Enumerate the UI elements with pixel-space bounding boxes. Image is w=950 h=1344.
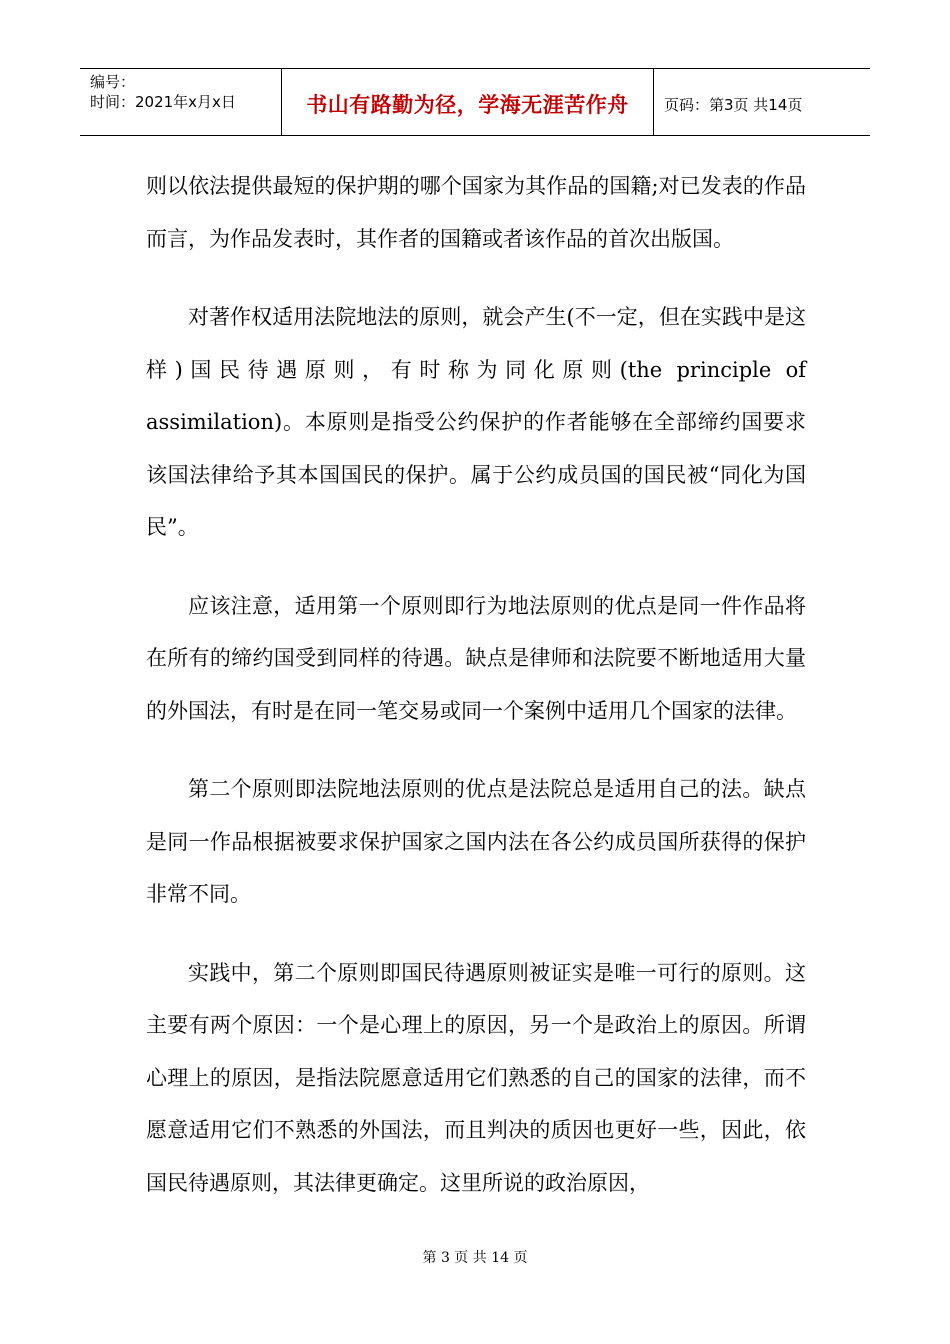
document-number-label: 编号： [90,73,136,91]
document-date-label: 时间：2021年x月x日 [90,93,236,111]
header-meta-cell [80,69,282,135]
header-page-cell [654,69,870,135]
paragraph: 则以依法提供最短的保护期的哪个国家为其作品的国籍;对已发表的作品而言，为作品发表时，其作者的国籍或者该作品的首次出版国。 [146,174,806,251]
document-body [146,160,806,1209]
paragraph: 应该注意，适用第一个原则即行为地法原则的优点是同一件作品将在所有的缔约国受到同样的待遇。缺点是律师和法院要不断地适用大量的外国法，有时是在同一笔交易或同一个案例中适用几个国家的法律。 [146,593,806,723]
paragraph: 实践中，第二个原则即国民待遇原则被证实是唯一可行的原则。这主要有两个原因：一个是心理上的原因，另一个是政治上的原因。所谓心理上的原因，是指法院愿意适用它们熟悉的自己的国家的法律，而不愿意适用它们不熟悉的外国法，而且判决的质因也更好一些，因此，依国民待遇原则，其法律更确定。这里所说的政治原因， [146,960,806,1195]
header-motto-cell [282,69,654,135]
page-footer: 第 3 页 共 14 页 [422,1250,528,1266]
paragraph: 对著作权适用法院地法的原则，就会产生(不一定，但在实践中是这样)国民待遇原则，有时称为同化原则(the principle of assimilation)。本原则是指受公约保护的作者能够在全部缔约国要求该国法律给予其本国国民的保护。属于公约成员国的国民被“同化为国民”。 [146,305,806,539]
header-motto: 书山有路勤为径，学海无涯苦作舟 [306,93,629,117]
document-header [80,68,870,136]
header-page-info: 页码：第3页 共14页 [664,95,803,114]
paragraph: 第二个原则即法院地法原则的优点是法院总是适用自己的法。缺点是同一作品根据被要求保护国家之国内法在各公约成员国所获得的保护非常不同。 [146,777,806,906]
